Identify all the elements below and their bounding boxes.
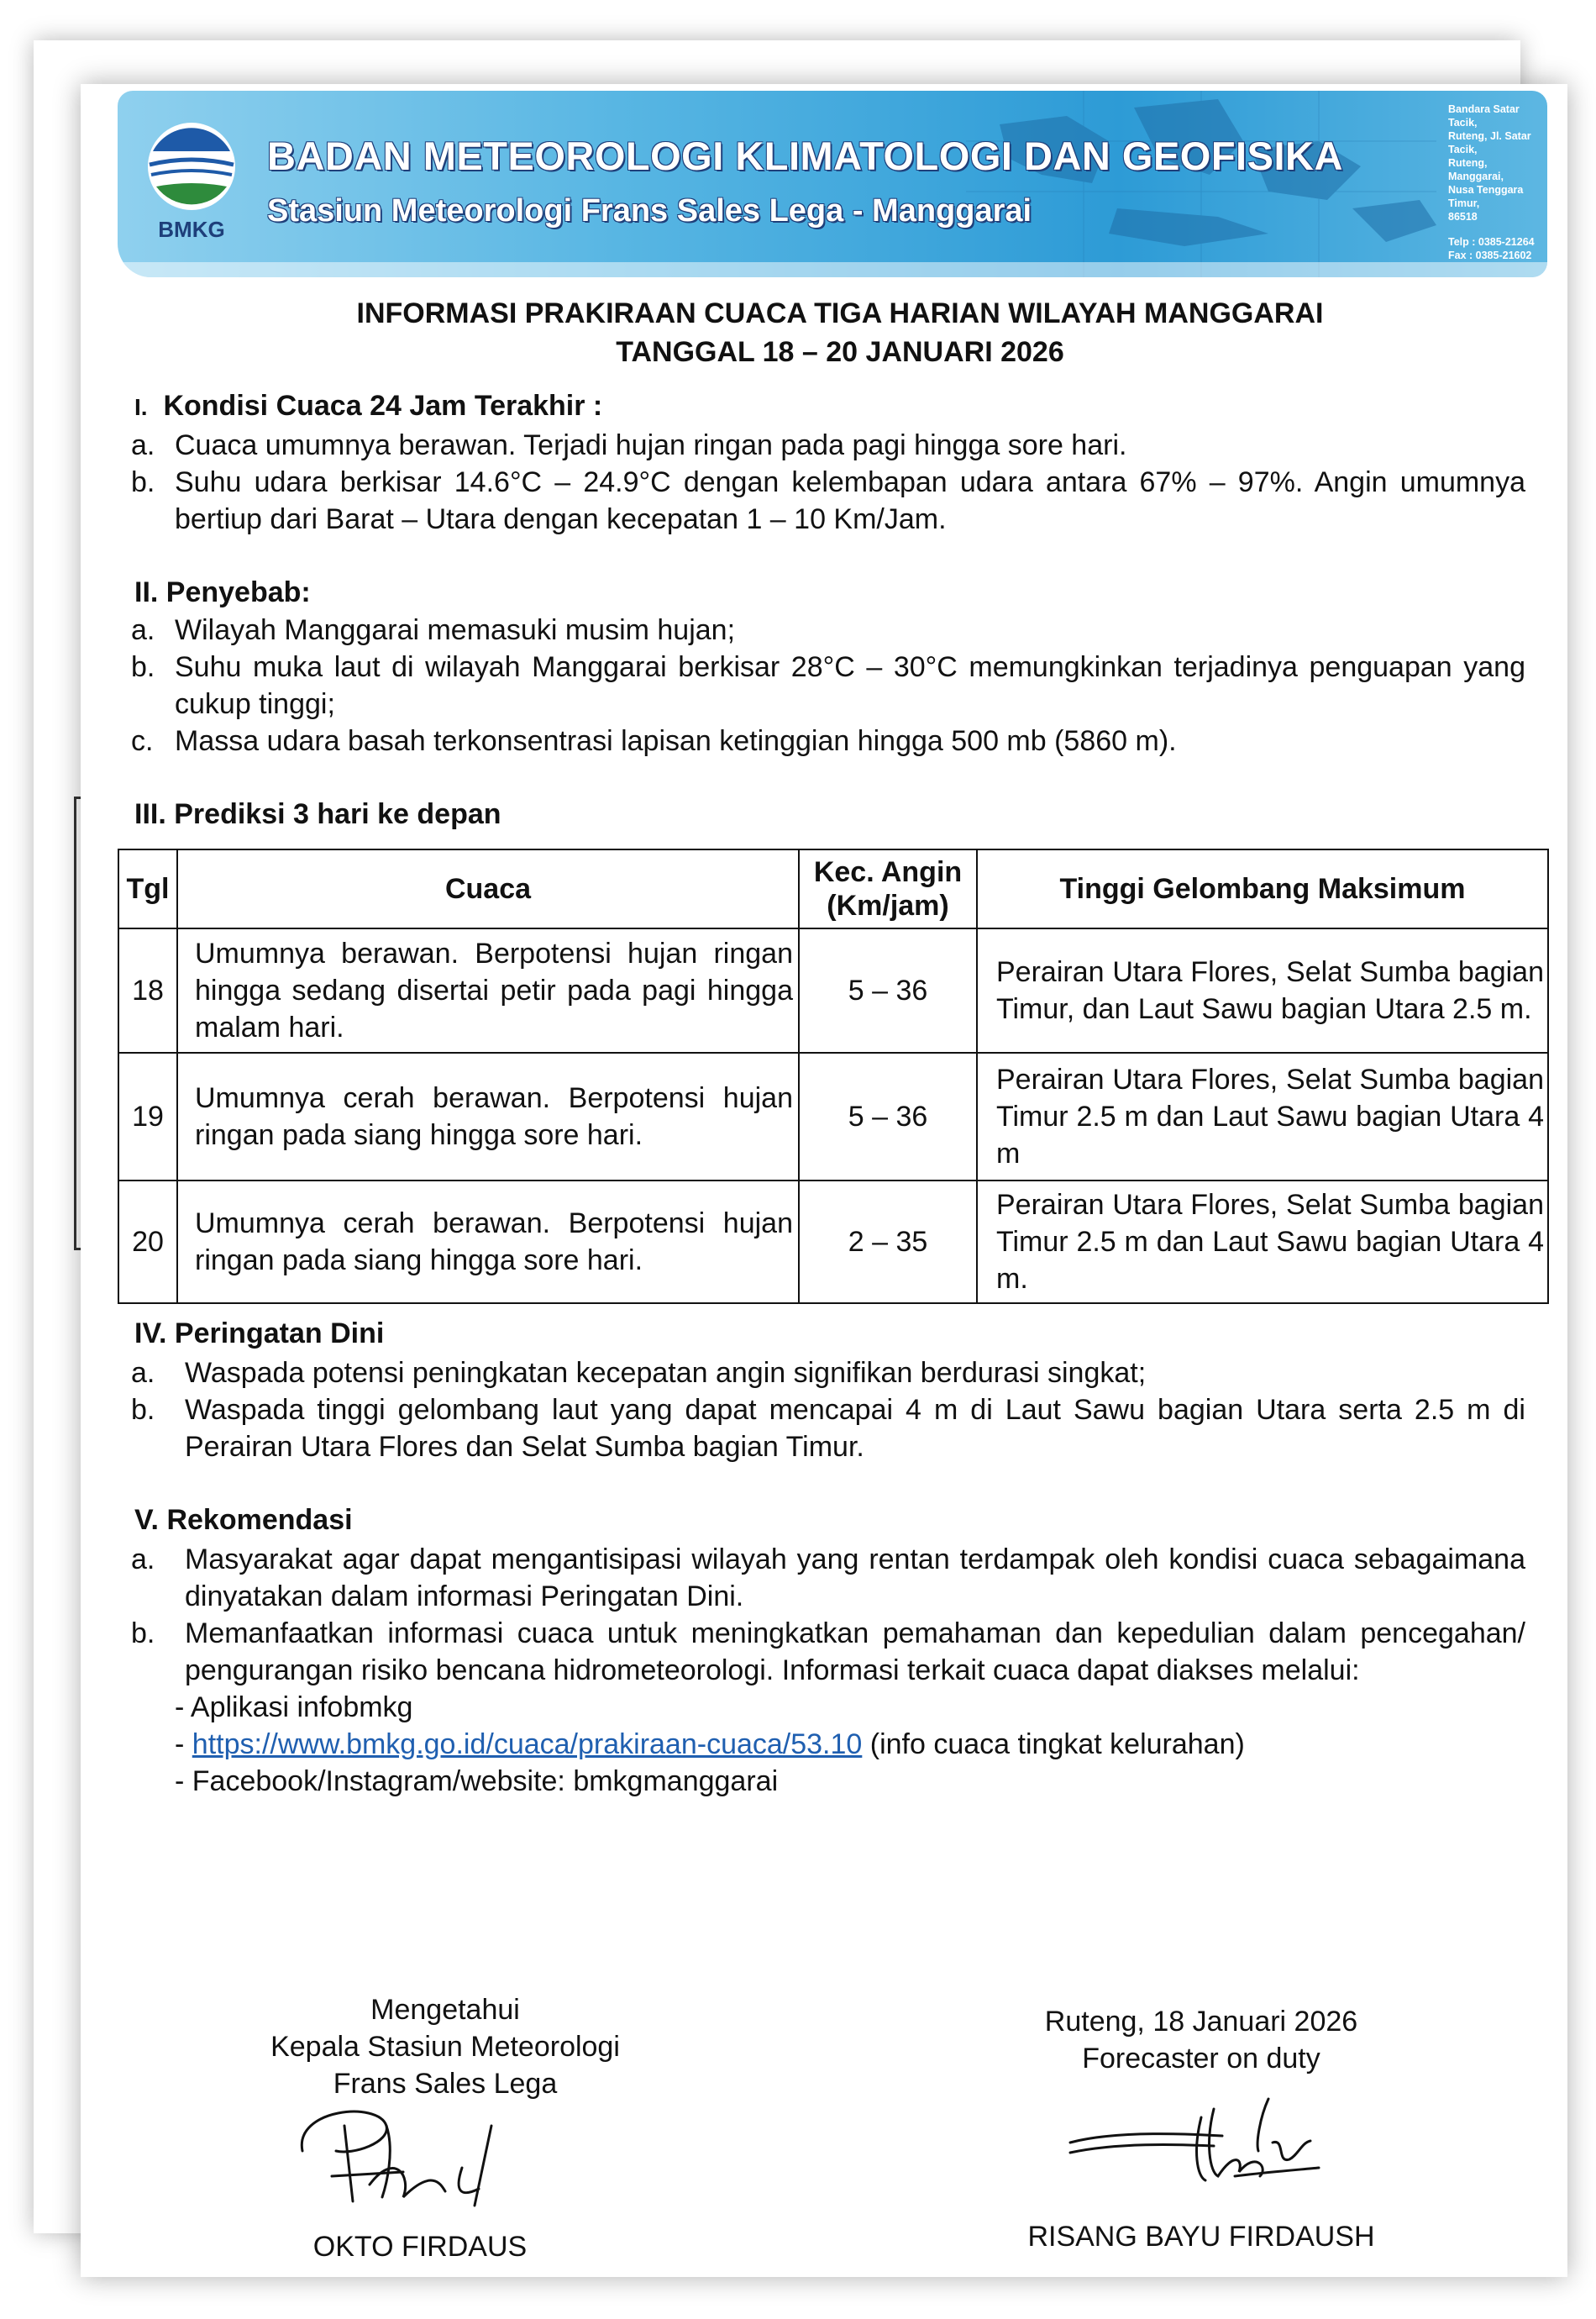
sig-right-line-2: Forecaster on duty	[1082, 2043, 1320, 2074]
item-text: Memanfaatkan informasi cuaca untuk meningkatkan pemahaman dan kepedulian dalam pencegahan/ pengurangan risiko bencana hidrometeorologi. Informasi terkait cuaca dapat diakses melalui:	[185, 1617, 1525, 1686]
contact-info	[1448, 103, 1542, 262]
cell-wind: 2 – 35	[799, 1181, 977, 1303]
item-letter: a.	[131, 1357, 155, 1389]
cell-wave: Perairan Utara Flores, Selat Sumba bagian Timur 2.5 m dan Laut Sawu bagian Utara 4 m	[977, 1053, 1548, 1181]
table-row	[118, 1053, 1548, 1181]
link-note: (info cuaca tingkat kelurahan)	[862, 1728, 1245, 1760]
section-1-heading	[134, 390, 602, 423]
address-line: Ruteng, Manggarai,	[1448, 157, 1504, 182]
signature-right-block	[958, 2003, 1445, 2077]
address-line: Ruteng, Jl. Satar Tacik,	[1448, 130, 1531, 155]
forecast-table	[118, 849, 1549, 1304]
cell-wind: 5 – 36	[799, 928, 977, 1053]
section-number: IV.	[134, 1317, 167, 1349]
section-title: Peringatan Dini	[174, 1317, 385, 1349]
sig-right-line-1: Ruteng, 18 Januari 2026	[1044, 2006, 1358, 2038]
section-number: II.	[134, 576, 159, 608]
table-row	[118, 928, 1548, 1053]
item-letter: a.	[131, 614, 155, 646]
channel-social: - Facebook/Instagram/website: bmkgmanggarai	[175, 1765, 779, 1797]
section-5-heading	[134, 1504, 353, 1537]
station-name: Stasiun Meteorologi Frans Sales Lega - Manggarai	[267, 193, 1032, 229]
section-title: Rekomendasi	[166, 1504, 353, 1536]
phone-number: Telp : 0385-21264	[1448, 236, 1535, 248]
cell-wind: 5 – 36	[799, 1053, 977, 1181]
signature-left-block	[218, 1991, 672, 2102]
item-letter: b.	[131, 466, 155, 498]
fax-number: Fax : 0385-21602	[1448, 250, 1532, 261]
list-item	[131, 1354, 1525, 1391]
signature-left-name: OKTO FIRDAUS	[312, 2231, 528, 2263]
indonesia-map-graphic	[966, 91, 1436, 277]
header-banner	[118, 91, 1547, 277]
sig-left-line-2: Kepala Stasiun Meteorologi	[270, 2031, 620, 2063]
sig-left-line-1: Mengetahui	[370, 1994, 520, 2026]
cell-date: 18	[118, 928, 177, 1053]
cell-wave: Perairan Utara Flores, Selat Sumba bagian Timur 2.5 m dan Laut Sawu bagian Utara 4 m.	[977, 1181, 1548, 1303]
edge-bracket	[74, 797, 76, 1250]
section-1-list	[131, 427, 1525, 538]
column-header-date: Tgl	[118, 849, 177, 928]
sig-left-line-3: Frans Sales Lega	[333, 2068, 558, 2100]
cell-wave: Perairan Utara Flores, Selat Sumba bagian Timur, dan Laut Sawu bagian Utara 2.5 m.	[977, 928, 1548, 1053]
section-5-list	[131, 1541, 1525, 1800]
cell-date: 19	[118, 1053, 177, 1181]
cell-weather: Umumnya cerah berawan. Berpotensi hujan ringan pada siang hingga sore hari.	[177, 1181, 799, 1303]
cell-weather: Umumnya berawan. Berpotensi hujan ringan hingga sedang disertai petir pada pagi hingga malam hari.	[177, 928, 799, 1053]
channel-list	[131, 1689, 1525, 1800]
signature-right-name: RISANG BAYU FIRDAUSH	[1027, 2221, 1375, 2253]
table-header-row	[118, 849, 1548, 928]
list-item	[131, 649, 1525, 723]
item-letter: c.	[131, 725, 154, 757]
section-2-heading	[134, 576, 311, 609]
item-letter: b.	[131, 651, 155, 683]
bmkg-forecast-link[interactable]: https://www.bmkg.go.id/cuaca/prakiraan-cuaca/53.10	[192, 1728, 863, 1760]
channel-dash: -	[175, 1728, 192, 1760]
address-line: 86518	[1448, 211, 1478, 223]
section-title: Prediksi 3 hari ke depan	[174, 798, 501, 830]
signature-right-icon	[1067, 2092, 1336, 2201]
address-line: Nusa Tenggara Timur,	[1448, 184, 1524, 209]
agency-name: BADAN METEOROLOGI KLIMATOLOGI DAN GEOFISIKA	[267, 134, 1343, 178]
list-item	[131, 427, 1525, 464]
section-4-heading	[134, 1317, 384, 1350]
item-letter: a.	[131, 1543, 155, 1575]
item-text: Suhu udara berkisar 14.6°C – 24.9°C dengan kelembapan udara antara 67% – 97%. Angin umumnya bertiup dari Barat – Utara dengan kecepatan 1 – 10 Km/Jam.	[175, 466, 1525, 535]
section-2-list	[131, 612, 1525, 760]
channel-web	[175, 1726, 1525, 1763]
cell-weather: Umumnya cerah berawan. Berpotensi hujan ringan pada siang hingga sore hari.	[177, 1053, 799, 1181]
section-number: V.	[134, 1504, 160, 1536]
list-item	[131, 723, 1525, 760]
list-item	[131, 464, 1525, 538]
signature-left-icon	[286, 2092, 521, 2218]
section-title: Penyebab:	[165, 576, 311, 608]
item-letter: b.	[131, 1617, 155, 1649]
item-letter: b.	[131, 1394, 155, 1426]
list-item	[131, 1541, 1525, 1615]
item-text: Waspada tinggi gelombang laut yang dapat mencapai 4 m di Laut Sawu bagian Utara serta 2.5 m di Perairan Utara Flores dan Selat Sumba bagian Timur.	[185, 1394, 1525, 1463]
table-row	[118, 1181, 1548, 1303]
address-line: Bandara Satar Tacik,	[1448, 103, 1520, 129]
item-text: Waspada potensi peningkatan kecepatan angin signifikan berdurasi singkat;	[185, 1357, 1147, 1389]
section-title: Kondisi Cuaca 24 Jam Terakhir :	[163, 390, 603, 422]
cell-date: 20	[118, 1181, 177, 1303]
bmkg-logo-icon	[141, 118, 242, 244]
column-header-wave: Tinggi Gelombang Maksimum	[977, 849, 1548, 928]
column-header-weather: Cuaca	[177, 849, 799, 928]
section-4-list	[131, 1354, 1525, 1465]
item-letter: a.	[131, 429, 155, 461]
column-header-wind: Kec. Angin (Km/jam)	[799, 849, 977, 928]
document-title	[134, 294, 1546, 371]
list-item	[131, 612, 1525, 649]
section-number: III.	[134, 798, 166, 830]
list-item	[131, 1391, 1525, 1465]
item-text: Suhu muka laut di wilayah Manggarai berkisar 28°C – 30°C memungkinkan terjadinya penguapan yang cukup tinggi;	[175, 651, 1525, 720]
title-line-2: TANGGAL 18 – 20 JANUARI 2026	[616, 336, 1064, 368]
list-item	[131, 1615, 1525, 1689]
item-text: Masyarakat agar dapat mengantisipasi wilayah yang rentan terdampak oleh kondisi cuaca sebagaimana dinyatakan dalam informasi Peringatan Dini.	[185, 1543, 1525, 1612]
item-text: Cuaca umumnya berawan. Terjadi hujan ringan pada pagi hingga sore hari.	[175, 429, 1127, 461]
item-text: Wilayah Manggarai memasuki musim hujan;	[175, 614, 736, 646]
svg-text:BMKG: BMKG	[158, 217, 225, 242]
section-number: I.	[134, 394, 148, 420]
channel-app: - Aplikasi infobmkg	[175, 1691, 413, 1723]
title-line-1: INFORMASI PRAKIRAAN CUACA TIGA HARIAN WILAYAH MANGGARAI	[356, 297, 1324, 329]
section-3-heading	[134, 798, 501, 831]
item-text: Massa udara basah terkonsentrasi lapisan ketinggian hingga 500 mb (5860 m).	[175, 725, 1177, 757]
